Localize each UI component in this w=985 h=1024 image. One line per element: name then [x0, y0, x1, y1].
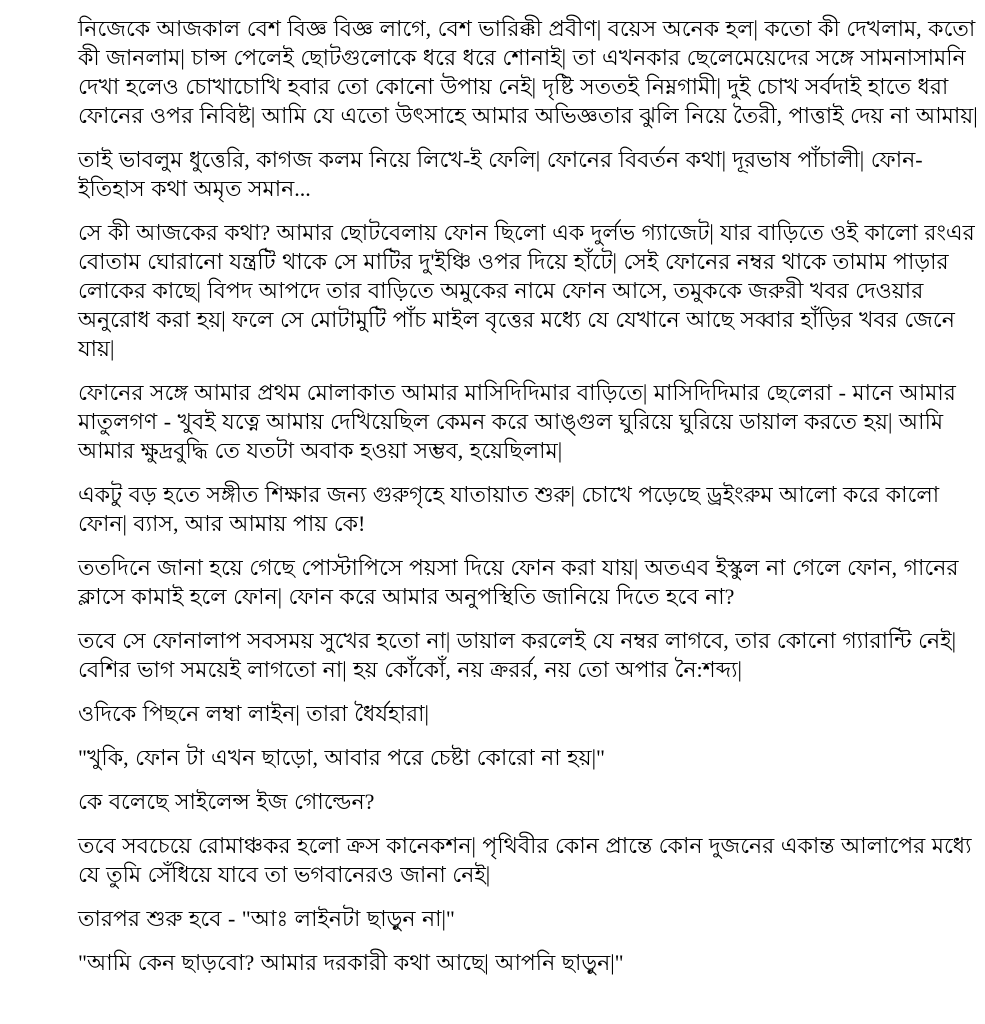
paragraph: তবে সে ফোনালাপ সবসময় সুখের হতো না| ডায়াল করলেই যে নম্বর লাগবে, তার কোনো গ্যারান্টি নেই| বেশির ভাগ সময়েই লাগতো না| হয় কোঁকোঁ, নয় ক্ররর্র, নয় তো অপার নৈ:শব্দ্য| — [78, 628, 957, 682]
document-body — [78, 14, 982, 977]
paragraph: ওদিকে পিছনে লম্বা লাইন| তারা ধৈর্যহারা| — [78, 701, 429, 726]
paragraph: তবে সবচেয়ে রোমাঞ্চকর হলো ক্রস কানেকশন| পৃথিবীর কোন প্রান্তে কোন দুজনের একান্ত আলাপের মধ্যে যে তুমি সেঁধিয়ে যাবে তা ভগবানেরও জানা নেই| — [78, 833, 972, 887]
paragraph: ফোনের সঙ্গে আমার প্রথম মোলাকাত আমার মাসিদিদিমার বাড়িতে| মাসিদিদিমার ছেলেরা - মানে আমার মাতুলগণ - খুবই যত্নে আমায় দেখিয়েছিল কেমন করে আঙ্গুল ঘুরিয়ে ঘুরিয়ে ডায়াল করতে হয়| আমি আমার ক্ষুদ্রবুদ্ধি তে যতটা অবাক হওয়া সম্ভব, হয়েছিলাম| — [78, 380, 956, 463]
paragraph: একটু বড় হতে সঙ্গীত শিক্ষার জন্য গুরুগৃহে যাতায়াত শুরু| চোখে পড়েছে ড্রইংরুম আলো করে কালো ফোন| ব্যাস, আর আমায় পায় কে! — [78, 482, 940, 536]
paragraph: কে বলেছে সাইলেন্স ইজ গোল্ডেন? — [78, 789, 375, 814]
paragraph: তারপর শুরু হবে - "আঃ লাইনটা ছাড়ুন না|" — [78, 906, 455, 931]
paragraph: ততদিনে জানা হয়ে গেছে পোস্টাপিসে পয়সা দিয়ে ফোন করা যায়| অতএব ইস্কুল না গেলে ফোন, গানের ক্লাসে কামাই হলে ফোন| ফোন করে আমার অনুপস্থিতি জানিয়ে দিতে হবে না? — [78, 555, 959, 609]
paragraph: সে কী আজকের কথা? আমার ছোটবেলায় ফোন ছিলো এক দুর্লভ গ্যাজেট| যার বাড়িতে ওই কালো রংএর বোতাম ঘোরানো যন্ত্রটি থাকে সে মাটির দু'ইঞ্চি ওপর দিয়ে হাঁটে| সেই ফোনের নম্বর থাকে তামাম পাড়ার লোকের কাছে| বিপদ আপদে তার বাড়িতে অমুকের নামে ফোন আসে, তমুককে জরুরী খবর দেওয়ার অনুরোধ করা হয়| ফলে সে মোটামুটি পাঁচ মাইল বৃত্তের মধ্যে যে যেখানে আছে সব্বার হাঁড়ির খবর জেনে যায়| — [78, 220, 975, 361]
paragraph: নিজেকে আজকাল বেশ বিজ্ঞ বিজ্ঞ লাগে, বেশ ভারিক্কী প্রবীণ| বয়েস অনেক হল| কতো কী দেখলাম, কতো কী জানলাম| চান্স পেলেই ছোটগুলোকে ধরে ধরে শোনাই| তা এখনকার ছেলেমেয়েদের সঙ্গে সামনাসামনি দেখা হলেও চোখাচোখি হবার তো কোনো উপায় নেই| দৃষ্টি সততই নিম্নগামী| দুই চোখ সর্বদাই হাতে ধরা ফোনের ওপর নিবিষ্ট| আমি যে এতো উৎসাহে আমার অভিজ্ঞতার ঝুলি নিয়ে তৈরী, পাত্তাই দেয় না আমায়| — [78, 16, 978, 128]
paragraph: "আমি কেন ছাড়বো? আমার দরকারী কথা আছে| আপনি ছাড়ুন|" — [78, 950, 624, 975]
paragraph: তাই ভাবলুম ধুত্তেরি, কাগজ কলম নিয়ে লিখে-ই ফেলি| ফোনের বিবর্তন কথা| দূরভাষ পাঁচালী| ফোন-ইতিহাস কথা অমৃত সমান... — [78, 147, 923, 201]
paragraph: "খুকি, ফোন টা এখন ছাড়ো, আবার পরে চেষ্টা কোরো না হয়|" — [78, 745, 606, 770]
